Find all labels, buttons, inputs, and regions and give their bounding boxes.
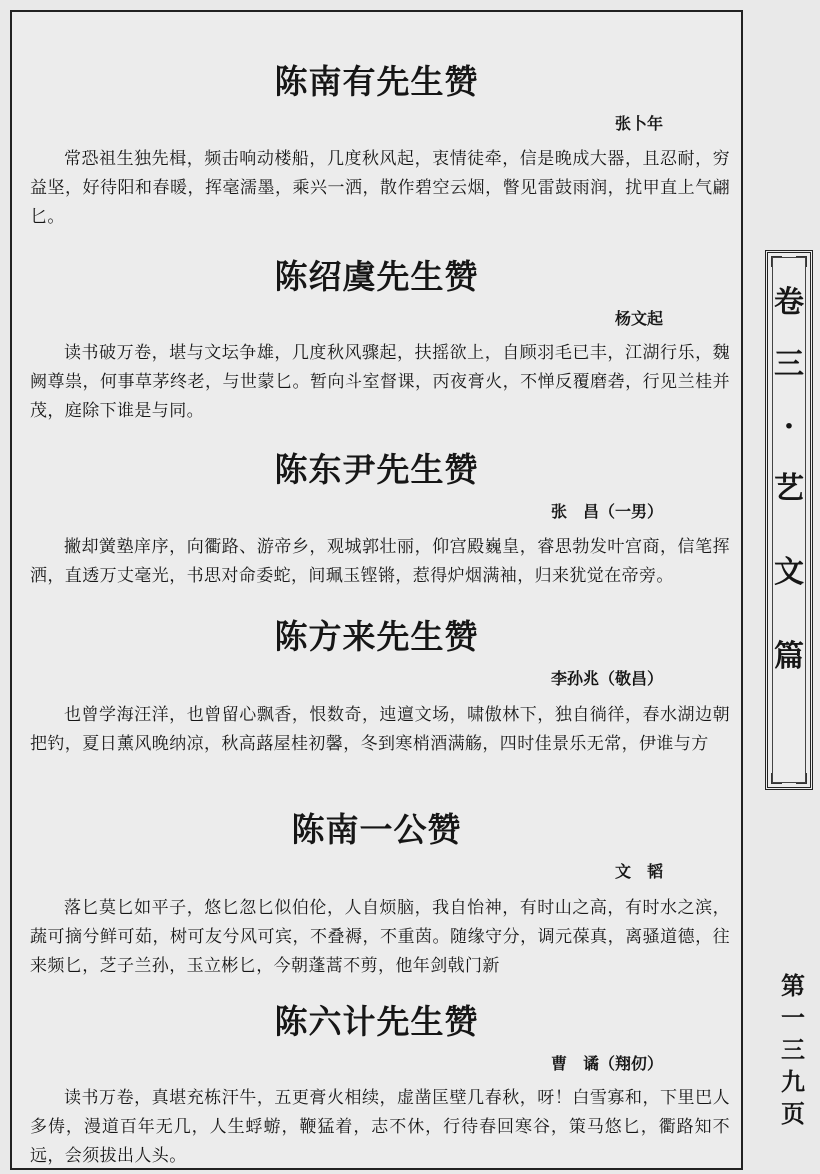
entry-author: 张 昌（一男） — [550, 502, 663, 521]
entry — [12, 257, 741, 421]
page-number-char: 第 — [781, 971, 805, 1000]
page-frame — [10, 10, 743, 1170]
section-label — [768, 283, 810, 677]
entry-title: 陈六计先生赞 — [274, 1002, 479, 1041]
section-char: 艺 — [774, 471, 804, 506]
page-number-char: 页 — [781, 1099, 805, 1128]
entry-author: 李孙兆（敬昌） — [550, 669, 663, 688]
entry-author: 曹 谲（翔仞） — [550, 1054, 663, 1073]
page-number-char: 九 — [781, 1067, 805, 1096]
entry-title: 陈绍虞先生赞 — [274, 257, 479, 296]
page-number-char: 一 — [781, 1003, 805, 1032]
entry-author: 杨文起 — [614, 309, 663, 328]
entry-title: 陈南一公赞 — [291, 810, 462, 849]
entry — [12, 62, 741, 227]
entry-text: 常恐祖生独先楫，频击响动楼船，几度秋风起，衷情徒牵，信是晚成大器，且忍耐，穷益坚，好待阳和春暖，挥毫濡墨，乘兴一洒，散作碧空云烟，瞥见雷鼓雨润，扰甲直上气翩匕。 — [30, 149, 730, 227]
entry — [12, 1002, 741, 1166]
section-char: 三 — [774, 347, 804, 382]
page-number-char: 三 — [781, 1035, 805, 1064]
section-tab — [765, 250, 813, 790]
entry-title: 陈东尹先生赞 — [274, 450, 479, 489]
section-char: 卷 — [774, 285, 804, 320]
entry-title: 陈方来先生赞 — [274, 617, 479, 656]
page-number — [775, 970, 811, 1130]
entry-text: 落匕莫匕如平子，悠匕忽匕似伯伦，人自烦脑，我自怡神，有时山之高，有时水之滨，蔬可摘兮鲜可茹，树可友兮风可宾，不叠褥，不重茵。随缘守分，调元葆真，离骚道德，往来频匕，芝子兰孙，玉立彬匕，今朝蓬蒿不剪，他年剑戟门新 — [30, 898, 730, 976]
section-char: 文 — [774, 555, 804, 590]
entry — [12, 810, 741, 976]
entry-text: 读书破万卷，堪与文坛争雄，几度秋风骤起，扶摇欲上，自顾羽毛已丰，江湖行乐，魏阙尊祟，何事草茅终老，与世蒙匕。暂向斗室督课，丙夜膏火，不惮反覆磨砻，行见兰桂并茂，庭除下谁是与同。 — [30, 343, 730, 421]
entry-text: 也曾学海汪洋，也曾留心飘香，恨数奇，迍邅文场，啸傲林下，独自徜徉，春水湖边朝把钓，夏日薰风晚纳凉，秋高蕗屋桂初馨，冬到寒梢酒满觞，四时佳景乐无常，伊谁与方 — [30, 705, 730, 754]
entry-author: 文 韬 — [614, 862, 663, 881]
section-char: 篇 — [774, 639, 804, 674]
entry — [12, 617, 741, 754]
entry-title: 陈南有先生赞 — [274, 62, 479, 101]
entry-text: 读书万卷，真堪充栋汗牛，五更膏火相续，虚凿匡壁几春秋，呀！白雪寡和，下里巴人多俦，漫道百年无几，人生蜉蝣，鞭猛着，志不休，行待春回寒谷，策马悠匕，衢路知不远，会须拔出人头。 — [30, 1088, 730, 1166]
section-char: · — [783, 409, 795, 444]
entry-author: 张卜年 — [614, 114, 663, 133]
entry — [12, 450, 741, 586]
entry-text: 撇却黉塾庠序，向衢路、游帝乡，观城郭壮丽，仰宫殿巍皇，睿思勃发叶宫商，信笔挥洒，直透万丈毫光，书思对命委蛇，间珮玉铿锵，惹得炉烟满袖，归来犹觉在帝旁。 — [30, 537, 730, 586]
